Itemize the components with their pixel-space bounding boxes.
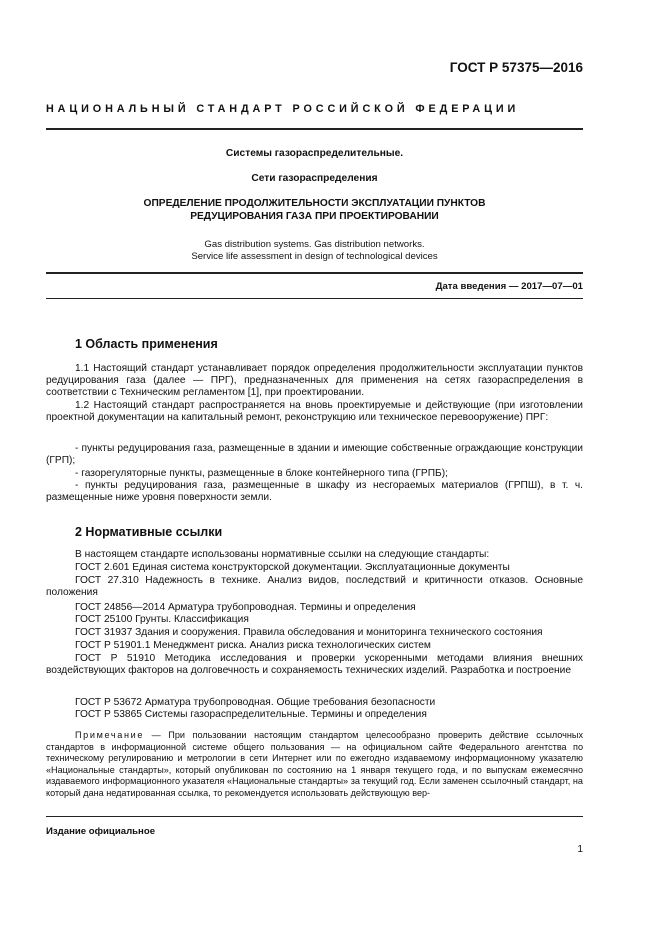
reference-item: ГОСТ Р 53865 Системы газораспределительные. Термины и определения bbox=[75, 709, 427, 720]
reference-item: ГОСТ Р 53672 Арматура трубопроводная. Общие требования безопасности bbox=[75, 697, 436, 708]
english-title-line-1: Gas distribution systems. Gas distribution networks. bbox=[204, 239, 425, 250]
title-line-1: Системы газораспределительные. bbox=[225, 148, 404, 159]
reference-item: ГОСТ 31937 Здания и сооружения. Правила обследования и мониторинга технического состояния bbox=[75, 627, 543, 638]
references-note bbox=[46, 730, 583, 800]
note-text: — При пользовании настоящим стандартом целесообразно проверить действие ссылочных стандартов в информационной системе общего пользования — на официальном сайте Федерального агентства по техническому регулированию и метрологии в сети Интернет или по ежегодно издаваемому информационному указателю «Национальные стандарты», который опубликован по состоянию на 1 января текущего года, и по выпускам ежемесячно издаваемого информационного указателя «Национальные стандарты» за текущий год. Если заменен ссылочный стандарт, на который дана недатированная ссылка, то рекомендуется использовать действующую вер- bbox=[46, 730, 583, 798]
section-1-heading: 1 Область применения bbox=[75, 337, 218, 351]
official-edition-label: Издание официальное bbox=[46, 826, 156, 837]
reference-item: ГОСТ 25100 Грунты. Классификация bbox=[75, 614, 249, 625]
paragraph-1-1: 1.1 Настоящий стандарт устанавливает порядок определения продолжительности эксплуатации пунктов редуцирования газа (далее — ПРГ), предназначенных для применения на сетях газораспределения в соответствии с Техническим регламентом [1], при проектировании. bbox=[46, 363, 583, 399]
section-2-heading: 2 Нормативные ссылки bbox=[75, 525, 223, 539]
reference-item: ГОСТ 27.310 Надежность в технике. Анализ видов, последствий и критичности отказов. Основные положения bbox=[46, 575, 583, 599]
header-divider bbox=[46, 128, 583, 130]
reference-item: ГОСТ Р 51910 Методика исследования и проверки ускоренными методами влияния внешних воздействующих факторов на долговечность и сохраняемость технических изделий. Разработка и построение bbox=[46, 653, 583, 677]
footer-divider bbox=[46, 816, 583, 817]
date-divider bbox=[46, 298, 583, 299]
list-item-grpsh: - пункты редуцирования газа, размещенные в шкафу из несгораемых материалов (ГРПШ), в т. ч. размещенные ниже уровня поверхности земли. bbox=[46, 480, 583, 504]
document-number: ГОСТ Р 57375—2016 bbox=[449, 60, 583, 75]
english-title-line-2: Service life assessment in design of technological devices bbox=[191, 251, 438, 262]
reference-item: ГОСТ 24856—2014 Арматура трубопроводная. Термины и определения bbox=[75, 602, 416, 613]
page-number: 1 bbox=[577, 844, 583, 855]
main-title-line-2: РЕДУЦИРОВАНИЯ ГАЗА ПРИ ПРОЕКТИРОВАНИИ bbox=[190, 211, 439, 222]
list-item-grp: - пункты редуцирования газа, размещенные в здании и имеющие собственные ограждающие конструкции (ГРП); bbox=[46, 443, 583, 467]
note-label: Примечание bbox=[75, 730, 145, 740]
introduction-date: Дата введения — 2017—07—01 bbox=[435, 281, 583, 292]
main-title-line-1: ОПРЕДЕЛЕНИЕ ПРОДОЛЖИТЕЛЬНОСТИ ЭКСПЛУАТАЦИИ ПУНКТОВ bbox=[143, 198, 486, 209]
references-intro: В настоящем стандарте использованы нормативные ссылки на следующие стандарты: bbox=[75, 549, 490, 560]
paragraph-1-2: 1.2 Настоящий стандарт распространяется на вновь проектируемые и действующие (при изготовлении проектной документации на капитальный ремонт, реконструкцию или техническое перевооружение) ПРГ: bbox=[46, 400, 583, 424]
title-line-2: Сети газораспределения bbox=[251, 173, 378, 184]
national-standard-banner: НАЦИОНАЛЬНЫЙ СТАНДАРТ РОССИЙСКОЙ ФЕДЕРАЦИИ bbox=[46, 103, 520, 115]
reference-item: ГОСТ 2.601 Единая система конструкторской документации. Эксплуатационные документы bbox=[75, 562, 510, 573]
list-item-grpb: - газорегуляторные пункты, размещенные в блоке контейнерного типа (ГРПБ); bbox=[75, 468, 448, 479]
reference-item: ГОСТ Р 51901.1 Менеджмент риска. Анализ риска технологических систем bbox=[75, 640, 431, 651]
title-divider bbox=[46, 272, 583, 274]
